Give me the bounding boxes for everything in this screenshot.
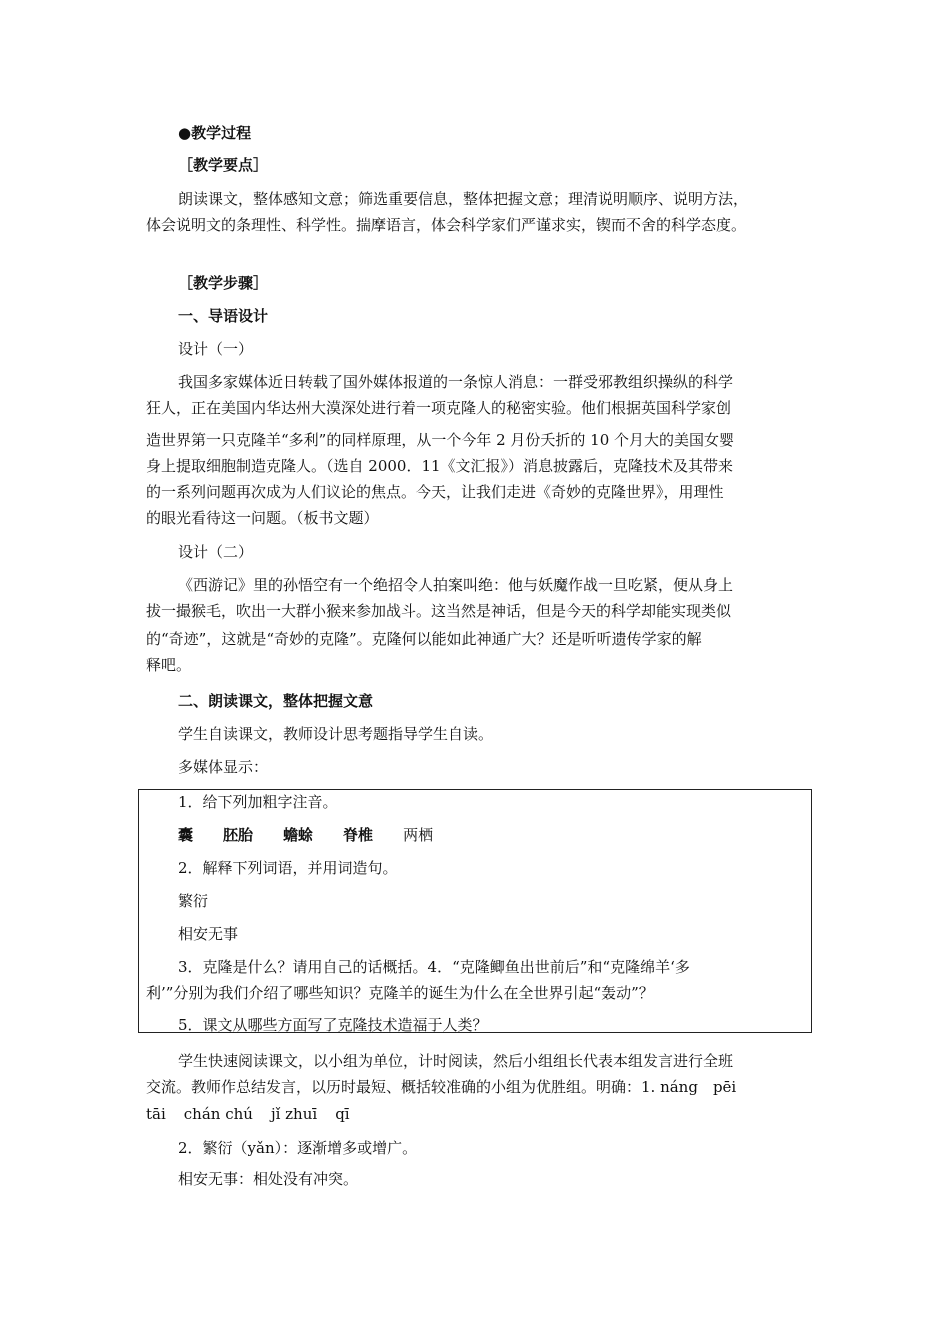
question-5: 5．课文从哪些方面写了克隆技术造福于人类？ — [178, 1016, 488, 1034]
design1-label: 设计（一） — [178, 340, 254, 358]
paragraph-line: 的眼光看待这一问题。（板书文题） — [146, 509, 379, 527]
term-item: 相安无事 — [178, 925, 239, 943]
paragraph-line: 学生快速阅读课文，以小组为单位，计时阅读，然后小组组长代表本组发言进行全班 — [178, 1052, 734, 1070]
key-points-line: 朗读课文，整体感知文意；筛选重要信息，整体把握文意；理清说明顺序、说明方法， — [178, 190, 749, 208]
term-item: 繁衍 — [178, 892, 209, 910]
paragraph-line: 释吧。 — [146, 656, 192, 674]
pinyin-line — [146, 1101, 812, 1127]
word-list — [178, 822, 844, 848]
word-item: 囊 — [178, 826, 194, 844]
steps-heading: ［教学步骤］ — [178, 274, 269, 292]
key-points-heading: ［教学要点］ — [178, 156, 269, 174]
word-item: 胚胎 — [223, 826, 254, 844]
key-points-line: 体会说明文的条理性、科学性。揣摩语言，体会科学家们严谨求实，锲而不舍的科学态度。 — [146, 216, 747, 234]
paragraph-line: 交流。教师作总结发言，以历时最短、概括较准确的小组为优胜组。明确：1. náng pēi — [146, 1078, 737, 1096]
question-3-line: 利’”分别为我们介绍了哪些知识？克隆羊的诞生为什么在全世界引起“轰动”？ — [146, 984, 654, 1002]
paragraph-line: 拔一撮猴毛，吹出一大群小猴来参加战斗。这当然是神话，但是今天的科学却能实现类似 — [146, 602, 732, 620]
question-3-line: 3．克隆是什么？请用自己的话概括。4．“克隆鲫鱼出世前后”和“克隆绵羊‘多 — [178, 958, 690, 976]
paragraph-line: 狂人，正在美国内华达州大漠深处进行着一项克隆人的秘密实验。他们根据英国科学家创 — [146, 399, 732, 417]
pinyin-item: qī — [335, 1105, 350, 1123]
design2-label: 设计（二） — [178, 543, 254, 561]
word-item: 两栖 — [403, 826, 434, 844]
pinyin-item: chán chú — [183, 1105, 253, 1123]
pinyin-item: jǐ zhuī — [270, 1105, 318, 1123]
self-read-text: 学生自读课文，教师设计思考题指导学生自读。 — [178, 725, 494, 743]
word-item: 脊椎 — [343, 826, 374, 844]
paragraph-line: 的一系列问题再次成为人们议论的焦点。今天，让我们走进《奇妙的克隆世界》，用理性 — [146, 483, 724, 501]
paragraph-line: 《西游记》里的孙悟空有一个绝招令人拍案叫绝：他与妖魔作战一旦吃紧，便从身上 — [178, 576, 734, 594]
question-2: 2．解释下列词语，并用词造句。 — [178, 859, 398, 877]
answer-line: 2．繁衍（yǎn）：逐渐增多或增广。 — [178, 1139, 418, 1157]
media-display-label: 多媒体显示： — [178, 758, 269, 776]
answer-line: 相安无事：相处没有冲突。 — [178, 1170, 359, 1188]
question-1: 1．给下列加粗字注音。 — [178, 793, 338, 811]
word-item: 蟾蜍 — [283, 826, 314, 844]
paragraph-line: 的“奇迹”，这就是“奇妙的克隆”。克隆何以能如此神通广大？还是听听遗传学家的解 — [146, 630, 702, 648]
paragraph-line: 身上提取细胞制造克隆人。（选自 2000．11《文汇报》）消息披露后，克隆技术及其带来 — [146, 457, 734, 475]
section1-heading: 一、导语设计 — [178, 307, 269, 325]
pinyin-item: tāi — [146, 1105, 166, 1123]
process-title: ●教学过程 — [178, 124, 252, 142]
paragraph-line: 造世界第一只克隆羊“多利”的同样原理，从一个今年 2 月份夭折的 10 个月大的美国女婴 — [146, 431, 735, 449]
section2-heading: 二、朗读课文，整体把握文意 — [178, 692, 374, 710]
paragraph-line: 我国多家媒体近日转载了国外媒体报道的一条惊人消息：一群受邪教组织操纵的科学 — [178, 373, 734, 391]
